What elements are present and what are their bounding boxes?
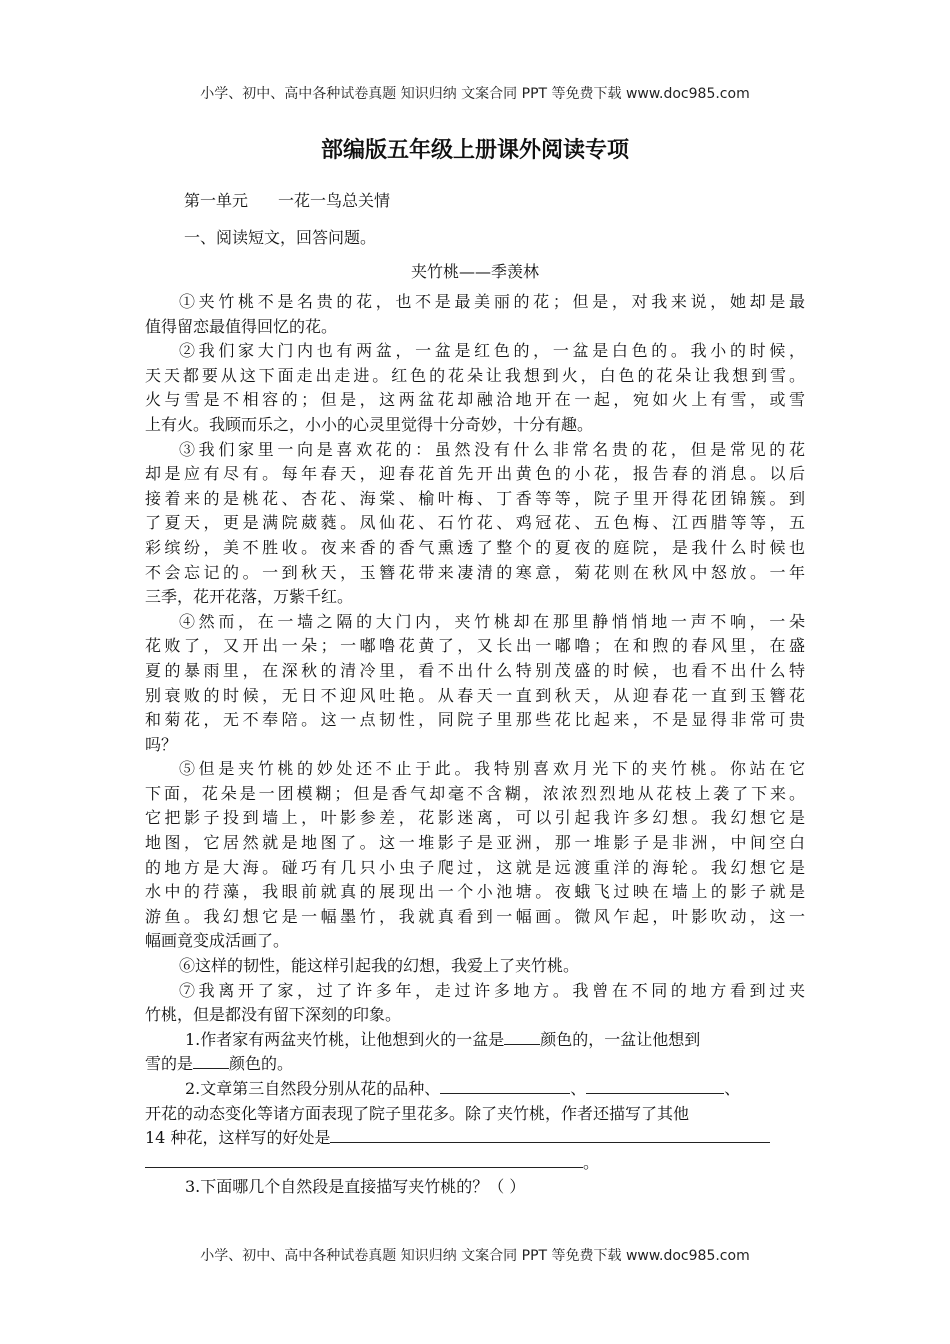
passage-line: 下面，花朵是一团模糊；但是香气却毫不含糊，浓浓烈烈地从花枝上袭了下来。 — [145, 783, 805, 803]
unit-heading — [184, 188, 390, 211]
question-3: 3.下面哪几个自然段是直接描写夹竹桃的？（ ） — [185, 1177, 526, 1197]
passage-title: 夹竹桃——季羡林 — [410, 262, 539, 281]
passage-line: 地图，它居然就是地图了。这一堆影子是亚洲，那一堆影子是非洲，中间空白 — [145, 833, 805, 853]
q2-end: 。 — [583, 1152, 600, 1172]
q1-text-d: 颜色的。 — [229, 1054, 294, 1074]
unit-theme: 一花一鸟总关情 — [278, 191, 391, 210]
passage-line: ④然而，在一墙之隔的大门内，夹竹桃却在那里静悄悄地一声不响，一朵 — [179, 611, 805, 631]
passage-line: 花败了，又开出一朵；一嘟噜花黄了，又长出一嘟噜；在和煦的春风里，在盛 — [145, 636, 805, 656]
q2-text-c: 14 种花，这样写的好处是 — [145, 1128, 331, 1148]
q2-blank-1[interactable] — [440, 1077, 570, 1094]
passage-line: 火与雪是不相容的；但是，这两盆花却融洽地开在一起，宛如火上有雪，或雪 — [145, 390, 805, 410]
passage-line: ⑥这样的韧性，能这样引起我的幻想，我爱上了夹竹桃。 — [179, 956, 580, 976]
q2-sep-1: 、 — [570, 1079, 587, 1098]
question-1 — [145, 1028, 805, 1053]
question-2-cont3 — [145, 1151, 805, 1176]
passage-line: 夏的暴雨里，在深秋的清冷里，看不出什么特别茂盛的时候，也看不出什么特 — [145, 660, 805, 680]
question-2-cont: 开花的动态变化等诸方面表现了院子里花多。除了夹竹桃，作者还描写了其他 — [145, 1103, 690, 1123]
passage-line: 却是应有尽有。每年春天，迎春花首先开出黄色的小花，报告春的消息。以后 — [145, 464, 805, 484]
passage-line: 和菊花，无不奉陪。这一点韧性，同院子里那些花比起来，不是显得非常可贵 — [145, 710, 805, 730]
q2-blank-2[interactable] — [586, 1077, 724, 1094]
passage-line: 水中的荇藻，我眼前就真的展现出一个小池塘。夜蛾飞过映在墙上的影子就是 — [145, 882, 805, 902]
passage-line: 游鱼。我幻想它是一幅墨竹，我就真看到一幅画。微风乍起，叶影吹动，这一 — [145, 906, 805, 926]
passage-line: ②我们家大门内也有两盆，一盆是红色的，一盆是白色的。我小的时候， — [179, 341, 805, 361]
passage-line: 天天都要从这下面走出走进。红色的花朵让我想到火，白色的花朵让我想到雪。 — [145, 365, 805, 385]
passage-line: ⑦我离开了家，过了许多年，走过许多地方。我曾在不同的地方看到过夹 — [179, 980, 805, 1000]
q1-blank-2[interactable] — [193, 1052, 229, 1069]
passage-line: 它把影子投到墙上，叶影参差，花影迷离，可以引起我许多幻想。我幻想它是 — [145, 808, 805, 828]
passage-line: 吗？ — [145, 734, 178, 754]
q2-sep-2: 、 — [724, 1079, 741, 1098]
passage-body — [145, 290, 805, 1200]
q1-text-b: 颜色的，一盆让他想到 — [540, 1029, 701, 1049]
passage-line: 三季，花开花落，万紫千红。 — [145, 587, 354, 607]
passage-line: ①夹竹桃不是名贵的花，也不是最美丽的花；但是，对我来说，她却是最 — [179, 292, 805, 311]
question-2-cont2 — [145, 1126, 805, 1151]
q2-blank-4[interactable] — [145, 1151, 583, 1168]
passage-line: 竹桃，但是都没有留下深刻的印象。 — [145, 1005, 402, 1025]
passage-line: 接着来的是桃花、杏花、海棠、榆叶梅、丁香等等，院子里开得花团锦簇。到 — [145, 488, 805, 508]
page-title: 部编版五年级上册课外阅读专项 — [320, 138, 629, 163]
passage-line: 不会忘记的。一到秋天，玉簪花带来凄清的寒意，菊花则在秋风中怒放。一年 — [145, 562, 805, 582]
unit-name: 第一单元 — [184, 191, 249, 210]
question-1-cont — [145, 1052, 805, 1077]
passage-line: 的地方是大海。碰巧有几只小虫子爬过，这就是远渡重洋的海轮。我幻想它是 — [145, 857, 805, 877]
q2-text-a: 2.文章第三自然段分别从花的品种、 — [185, 1079, 441, 1098]
passage-line: 幅画竟变成活画了。 — [145, 931, 290, 951]
question-2 — [145, 1077, 805, 1102]
passage-line: 彩缤纷，美不胜收。夜来香的香气熏透了整个的夏夜的庭院，是我什么时候也 — [145, 537, 805, 557]
page-header: 小学、初中、高中各种试卷真题 知识归纳 文案合同 PPT 等免费下载 www.doc985.com — [200, 86, 750, 102]
passage-line: 别衰败的时候，无日不迎风吐艳。从春天一直到秋天，从迎春花一直到玉簪花 — [145, 685, 805, 705]
q2-blank-3[interactable] — [330, 1126, 770, 1143]
q1-blank-1[interactable] — [504, 1028, 540, 1045]
passage-line: 上有火。我顾而乐之，小小的心灵里觉得十分奇妙，十分有趣。 — [145, 414, 594, 434]
page-footer: 小学、初中、高中各种试卷真题 知识归纳 文案合同 PPT 等免费下载 www.doc985.com — [200, 1248, 750, 1264]
q1-text-a: 1.作者家有两盆夹竹桃，让他想到火的一盆是 — [185, 1029, 505, 1049]
passage-line: 了夏天，更是满院葳蕤。凤仙花、石竹花、鸡冠花、五色梅、江西腊等等，五 — [145, 513, 805, 533]
q1-text-c: 雪的是 — [145, 1054, 194, 1074]
passage-line: 值得留恋最值得回忆的花。 — [145, 316, 338, 336]
instruction: 一、阅读短文，回答问题。 — [184, 228, 377, 247]
passage-line: ⑤但是夹竹桃的妙处还不止于此。我特别喜欢月光下的夹竹桃。你站在它 — [179, 759, 805, 779]
passage-line: ③我们家里一向是喜欢花的：虽然没有什么非常名贵的花，但是常见的花 — [179, 439, 805, 459]
